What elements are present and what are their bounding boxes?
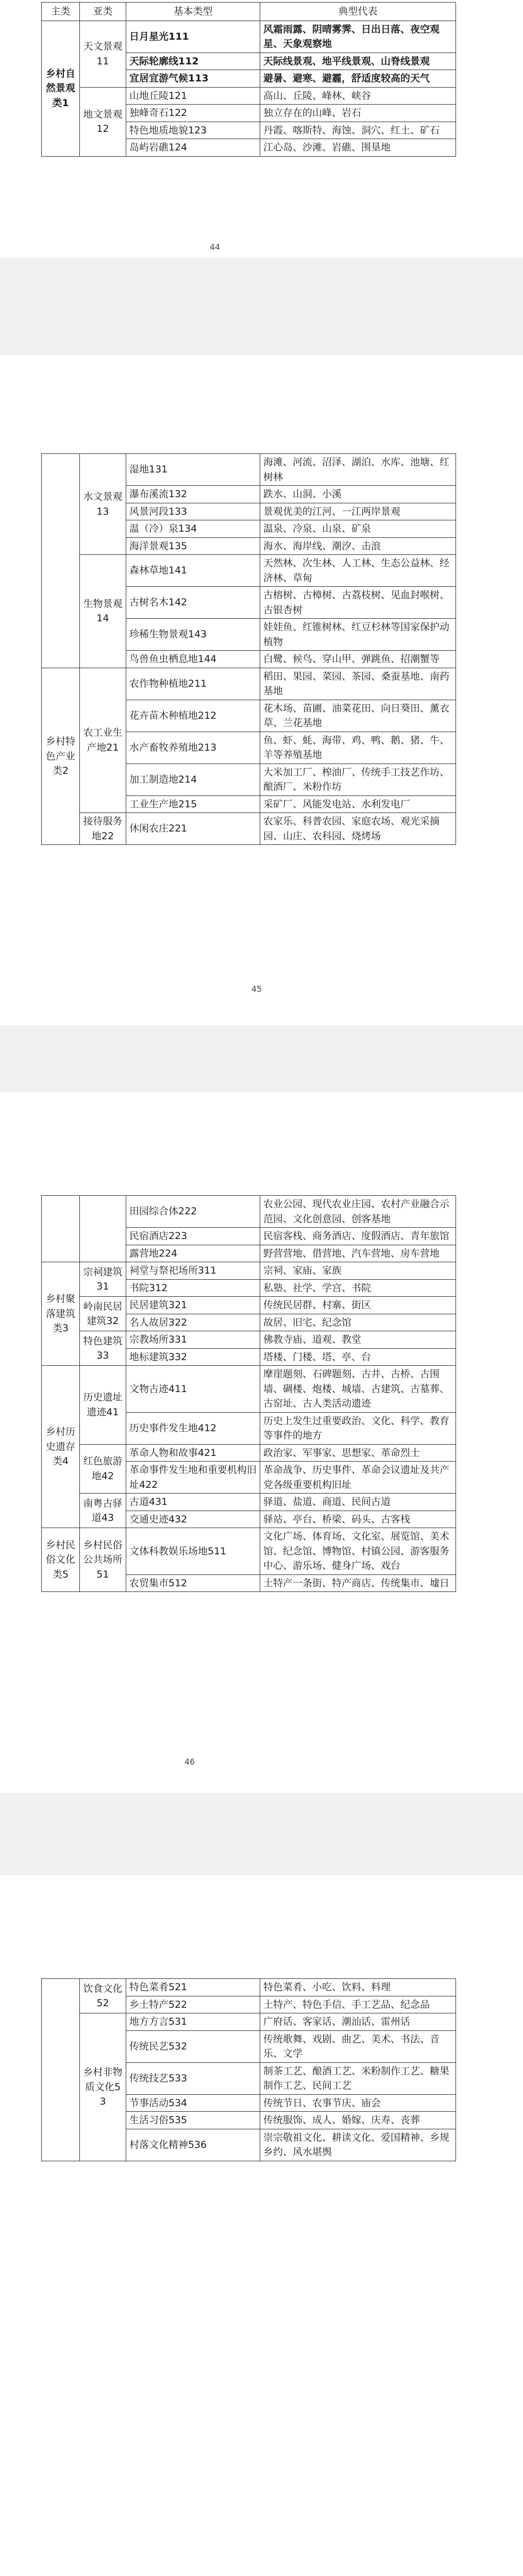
table-row (42, 1444, 456, 1462)
example-cell: 避暑、避寒、避霾，舒适度较高的天气 (260, 70, 456, 88)
table-row (42, 668, 456, 700)
table-row (42, 1262, 456, 1280)
example-cell: 天际线景观、地平线景观、山脊线景观 (260, 53, 456, 70)
document-page-44 (0, 0, 523, 258)
example-cell: 土特产一条街、特产商店、传统集市、墟日 (260, 1574, 456, 1592)
type-cell: 革命事件发生地和重要机构旧址422 (126, 1462, 260, 1494)
resource-table-page-44 (41, 2, 456, 157)
main-class-cell: 乡村自然景观类1 (42, 21, 80, 156)
type-cell: 古道431 (126, 1494, 260, 1511)
type-cell: 古树名木142 (126, 587, 260, 619)
table-row (42, 1331, 456, 1349)
example-cell: 天然林、次生林、人工林、生态公益林、经济林、草甸 (260, 555, 456, 587)
main-class-cell: 乡村特色产业类2 (42, 668, 80, 845)
type-cell: 风景河段133 (126, 503, 260, 520)
type-cell: 天际轮廓线112 (126, 53, 260, 70)
example-cell: 温泉、冷泉、山泉、矿泉 (260, 520, 456, 538)
resource-table-page-45 (41, 453, 456, 845)
type-cell: 温（冷）泉134 (126, 520, 260, 538)
sub-class-cell: 水文景观13 (80, 454, 126, 555)
example-cell: 塔楼、门楼、塔、亭、台 (260, 1348, 456, 1366)
table-row (42, 1979, 456, 1996)
type-cell: 传统技艺533 (126, 2062, 260, 2094)
example-cell: 传统歌舞、戏剧、曲艺、美术、书法、音乐、文学 (260, 2030, 456, 2062)
example-cell: 民宿客栈、商务酒店、度假酒店、青年旅馆 (260, 1228, 456, 1245)
sub-class-cell: 乡村非物质文化53 (80, 2013, 126, 2161)
example-cell: 革命战争、历史事件、革命会议遗址及共产党各级重要机构旧址 (260, 1462, 456, 1494)
type-cell: 乡土特产522 (126, 1996, 260, 2013)
example-cell: 高山、丘陵、峰林、峡谷 (260, 87, 456, 105)
example-cell: 传统民居群、村寨、街区 (260, 1297, 456, 1314)
type-cell: 特色地质地貌123 (126, 122, 260, 139)
type-cell: 湿地131 (126, 454, 260, 486)
example-cell: 故居、旧宅、纪念馆 (260, 1314, 456, 1331)
sub-class-cell: 特色建筑33 (80, 1331, 126, 1366)
type-cell: 名人故居322 (126, 1314, 260, 1331)
resource-table-page-46 (41, 1195, 456, 1592)
type-cell: 祠堂与祭祀场所311 (126, 1262, 260, 1280)
sub-class-cell: 历史遗址遗迹41 (80, 1366, 126, 1445)
example-cell: 海水、海岸线、潮汐、击浪 (260, 537, 456, 555)
example-cell: 崇宗敬祖文化、耕读文化、爱国精神、乡规乡约、风水堪舆 (260, 2129, 456, 2161)
type-cell: 宜居宜游气候113 (126, 70, 260, 88)
example-cell: 采矿厂、风能发电站、水利发电厂 (260, 795, 456, 813)
sub-class-cell: 生物景观14 (80, 555, 126, 668)
table-row (42, 87, 456, 105)
type-cell: 村落文化精神536 (126, 2129, 260, 2161)
table-row (42, 1528, 456, 1575)
page-number: 45 (251, 984, 262, 994)
type-cell: 岛屿岩礁124 (126, 139, 260, 157)
example-cell: 传统服饰、成人、婚嫁、庆寿、丧葬 (260, 2112, 456, 2129)
table-row (42, 1297, 456, 1314)
main-class-cell-empty (42, 1196, 80, 1262)
document-page-47 (0, 1875, 523, 2576)
type-cell: 独峰奇石122 (126, 105, 260, 122)
type-cell: 山地丘陵121 (126, 87, 260, 105)
type-cell: 文物古迹411 (126, 1366, 260, 1413)
example-cell: 白鹭、候鸟、穿山甲、弹跳鱼、招潮蟹等 (260, 651, 456, 668)
table-row (42, 454, 456, 486)
example-cell: 江心岛、沙滩、岩礁、围垦地 (260, 139, 456, 157)
sub-class-cell-empty (80, 1196, 126, 1262)
page-number: 46 (184, 1757, 195, 1767)
example-cell: 宗祠、家庙、家族 (260, 1262, 456, 1280)
type-cell: 传统民艺532 (126, 2030, 260, 2062)
example-cell: 野营营地、借营地、汽车营地、房车营地 (260, 1245, 456, 1262)
example-cell: 海滩、河流、沼泽、湖泊、水库、池塘、红树林 (260, 454, 456, 486)
sub-class-cell: 天文景观11 (80, 21, 126, 87)
example-cell: 农家乐、科普农园、家庭农场、观光采摘园、山庄、农科园、烧烤场 (260, 813, 456, 845)
type-cell: 森林草地141 (126, 555, 260, 587)
type-cell: 田园综合体222 (126, 1196, 260, 1228)
type-cell: 海洋景观135 (126, 537, 260, 555)
type-cell: 民宿酒店223 (126, 1228, 260, 1245)
type-cell: 生活习俗535 (126, 2112, 260, 2129)
example-cell: 丹霞、喀斯特、海蚀、洞穴、红土、矿石 (260, 122, 456, 139)
header-main-class: 主类 (42, 3, 80, 21)
document-page-45 (0, 355, 523, 1025)
sub-class-cell: 接待服务地22 (80, 813, 126, 845)
main-class-cell: 乡村民俗文化类5 (42, 1528, 80, 1592)
type-cell: 革命人物和故事421 (126, 1444, 260, 1462)
type-cell: 特色菜肴521 (126, 1979, 260, 1996)
type-cell: 宗教场所331 (126, 1331, 260, 1349)
example-cell: 私塾、社学、学宫、书院 (260, 1279, 456, 1297)
example-cell: 驿站、亭台、桥梁、码头、古客栈 (260, 1511, 456, 1528)
type-cell: 加工制造地214 (126, 764, 260, 795)
example-cell: 娃娃鱼、红锥树林、红豆杉林等国家保护动植物 (260, 619, 456, 651)
type-cell: 地标建筑332 (126, 1348, 260, 1366)
sub-class-cell: 红色旅游地42 (80, 1444, 126, 1494)
resource-table-page-47 (41, 1978, 456, 2161)
header-basic-type: 基本类型 (126, 3, 260, 21)
example-cell: 佛教寺庙、道观、教堂 (260, 1331, 456, 1349)
table-row (42, 813, 456, 845)
sub-class-cell: 乡村民俗公共场所51 (80, 1528, 126, 1592)
main-class-cell-empty (42, 454, 80, 668)
type-cell: 书院312 (126, 1279, 260, 1297)
main-class-cell: 乡村历史遗存类4 (42, 1366, 80, 1528)
example-cell: 文化广场、体育场、文化室、展览馆、美术馆、纪念馆、博物馆、村镇公园、游客服务中心、游乐场、健身广场、戏台 (260, 1528, 456, 1575)
table-row (42, 1196, 456, 1228)
type-cell: 瀑布溪流132 (126, 486, 260, 503)
type-cell: 民居建筑321 (126, 1297, 260, 1314)
example-cell: 鱼、虾、蚝、海带、鸡、鸭、鹅、猪、牛、羊等养殖基地 (260, 732, 456, 764)
example-cell: 独立存在的山峰、岩石 (260, 105, 456, 122)
document-page-46 (0, 1092, 523, 1793)
type-cell: 休闲农庄221 (126, 813, 260, 845)
type-cell: 交通史迹432 (126, 1511, 260, 1528)
example-cell: 风霜雨露、阴晴雾霁、日出日落、夜空观星、天象观察地 (260, 21, 456, 53)
type-cell: 工业生产地215 (126, 795, 260, 813)
sub-class-cell: 地文景观12 (80, 87, 126, 156)
example-cell: 政治家、军事家、思想家、革命烈士 (260, 1444, 456, 1462)
example-cell: 广府话、客家话、潮汕话、雷州话 (260, 2013, 456, 2031)
type-cell: 水产畜牧养殖地213 (126, 732, 260, 764)
main-class-cell: 乡村聚落建筑类3 (42, 1262, 80, 1366)
main-class-cell-empty (42, 1979, 80, 2161)
table-row (42, 1494, 456, 1511)
table-row (42, 21, 456, 53)
example-cell: 传统节日、农事节庆、庙会 (260, 2094, 456, 2112)
type-cell: 鸟兽鱼虫栖息地144 (126, 651, 260, 668)
table-row (42, 555, 456, 587)
example-cell: 大米加工厂、榨油厂、传统手工技艺作坊、酿酒厂、米粉作坊 (260, 764, 456, 795)
example-cell: 土特产、特色手信、手工艺品、纪念品 (260, 1996, 456, 2013)
example-cell: 摩崖题刻、石碑题刻、古井、古桥、古围墙、碉楼、炮楼、城墙、古建筑、古墓葬、古窑址、古人类活动遗迹 (260, 1366, 456, 1413)
example-cell: 驿道、盐道、商道、民间古道 (260, 1494, 456, 1511)
example-cell: 花木场、苗圃、油菜花田、向日葵田、薰衣草、兰花基地 (260, 700, 456, 732)
table-row (42, 2013, 456, 2031)
type-cell: 日月星光111 (126, 21, 260, 53)
table-row (42, 1366, 456, 1413)
example-cell: 农业公园、现代农业庄园、农村产业融合示范园、文化创意园、创客基地 (260, 1196, 456, 1228)
example-cell: 古榕树、古樟树、古荔枝树、见血封喉树、古银杏树 (260, 587, 456, 619)
type-cell: 露营地224 (126, 1245, 260, 1262)
example-cell: 历史上发生过重要政治、文化、科学、教育等事件的地方 (260, 1412, 456, 1444)
sub-class-cell: 岭南民居建筑32 (80, 1297, 126, 1331)
type-cell: 节事活动534 (126, 2094, 260, 2112)
type-cell: 地方方言531 (126, 2013, 260, 2031)
header-sub-class: 亚类 (80, 3, 126, 21)
type-cell: 农作物种植地211 (126, 668, 260, 700)
example-cell: 景观优美的江河、一江两岸景观 (260, 503, 456, 520)
type-cell: 珍稀生物景观143 (126, 619, 260, 651)
example-cell: 稻田、果园、菜园、茶园、桑蚕基地、南药基地 (260, 668, 456, 700)
example-cell: 跌水、山洞、小溪 (260, 486, 456, 503)
sub-class-cell: 饮食文化52 (80, 1979, 126, 2013)
type-cell: 农贸集市512 (126, 1574, 260, 1592)
table-header-row (42, 3, 456, 21)
sub-class-cell: 宗祠建筑31 (80, 1262, 126, 1297)
example-cell: 制茶工艺、酿酒工艺、米粉制作工艺、糖果制作工艺、民间工艺 (260, 2062, 456, 2094)
sub-class-cell: 南粤古驿道43 (80, 1494, 126, 1528)
type-cell: 历史事件发生地412 (126, 1412, 260, 1444)
header-examples: 典型代表 (260, 3, 456, 21)
page-number: 44 (209, 242, 221, 252)
type-cell: 文体科教娱乐场地511 (126, 1528, 260, 1575)
sub-class-cell: 农工业生产地21 (80, 668, 126, 813)
type-cell: 花卉苗木种植地212 (126, 700, 260, 732)
example-cell: 特色菜肴、小吃、饮料、料理 (260, 1979, 456, 1996)
